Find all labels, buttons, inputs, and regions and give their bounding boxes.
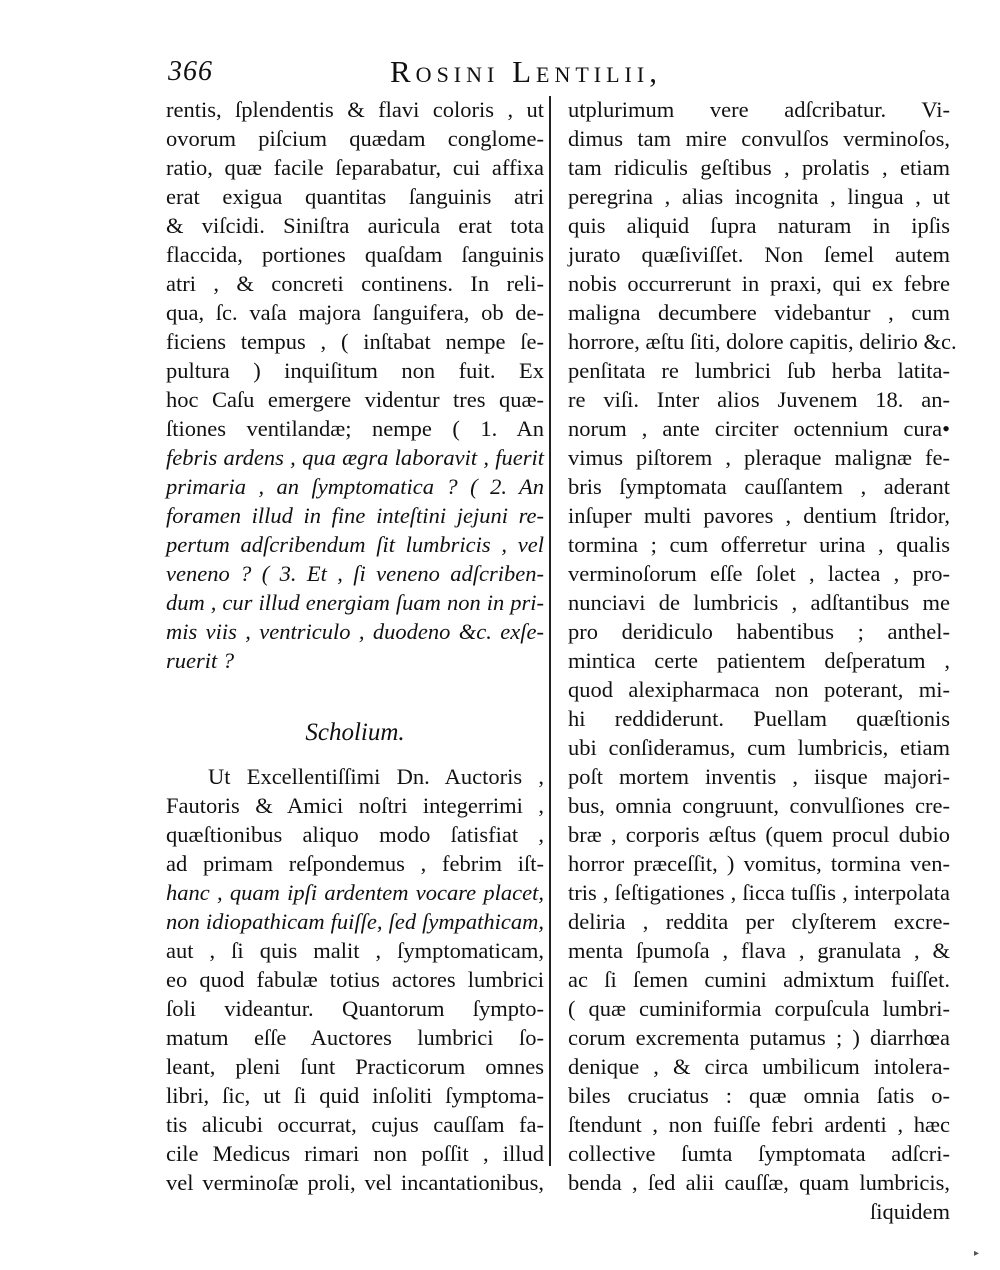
left-column-line: Ut Excellentiſſimi Dn. Auctoris , — [208, 764, 544, 789]
left-column-line: pultura ) inquiſitum non fuit. Ex — [166, 358, 544, 383]
left-column-line: febris ardens , qua ægra laboravit , fuerit — [166, 445, 544, 470]
right-column-line: bus, omnia congruunt, convulſiones cre- — [568, 793, 950, 818]
right-column-line: ubi conſideramus, cum lumbricis, etiam — [568, 735, 950, 760]
left-column-line: veneno ? ( 3. Et , ſi veneno adſcriben- — [166, 561, 544, 586]
left-column-line: flaccida, portiones quaſdam ſanguinis — [166, 242, 544, 267]
left-column-line: Scholium. — [305, 719, 405, 746]
left-column-line: rentis, ſplendentis & flavi coloris , ut — [166, 97, 544, 122]
left-column-line: vel verminoſæ proli, vel incantationibus, — [166, 1170, 544, 1195]
scan-mark: ▸ — [974, 1248, 980, 1259]
left-column-line: & viſcidi. Siniſtra auricula erat tota — [166, 213, 544, 238]
right-column-line: re viſi. Inter alios Juvenem 18. an- — [568, 387, 950, 412]
left-column-line: ſtiones ventilandæ; nempe ( 1. An — [166, 416, 544, 441]
right-column-line: vimus piſtorem , pleraque malignæ fe- — [568, 445, 950, 470]
left-column-line: atri , & concreti continens. In reli- — [166, 271, 544, 296]
right-column-line: ſtendunt , non fuiſſe febri ardenti , hæc — [568, 1112, 950, 1137]
right-column-line: collective ſumta ſymptomata adſcri- — [568, 1141, 950, 1166]
left-column-line: quæſtionibus aliquo modo ſatisfiat , — [166, 822, 544, 847]
right-column-line: bræ , corporis æſtus (quem procul dubio — [568, 822, 950, 847]
left-column-line: matum eſſe Auctores lumbrici ſo- — [166, 1025, 544, 1050]
right-column-line: nunciavi de lumbricis , adſtantibus me — [568, 590, 950, 615]
left-column-line: leant, pleni ſunt Practicorum omnes — [166, 1054, 544, 1079]
right-column-line: biles cruciatus : quæ omnia ſatis o- — [568, 1083, 950, 1108]
left-column-line: pertum adſcribendum ſit lumbricis , vel — [166, 532, 544, 557]
page-number: 366 — [168, 56, 213, 87]
right-column-line: ac ſi ſemen cumini admixtum fuiſſet. — [568, 967, 950, 992]
right-column-line: horror præceſſit, ) vomitus, tormina ven- — [568, 851, 950, 876]
right-column-line: hi reddiderunt. Puellam quæſtionis — [568, 706, 950, 731]
left-column-line: ruerit ? — [166, 648, 235, 673]
left-column-line: libri, ſic, ut ſi quid inſoliti ſymptoma- — [166, 1083, 544, 1108]
left-column-line — [166, 675, 544, 704]
right-column-line: tris , ſeſtigationes , ſicca tuſſis , interpolata — [568, 880, 950, 905]
left-column-line: ovorum piſcium quædam conglome- — [166, 126, 544, 151]
right-column-line: maligna decumbere videbantur , cum — [568, 300, 950, 325]
right-column-line: nobis occurrerunt in praxi, qui ex febre — [568, 271, 950, 296]
left-column-line: ficiens tempus , ( inſtabat nempe ſe- — [166, 329, 544, 354]
left-column-line: eo quod fabulæ totius actores lumbrici — [166, 967, 544, 992]
right-column-line: ſiquidem — [870, 1199, 950, 1224]
left-column-line: mis viis , ventriculo , duodeno &c. exſe- — [166, 619, 544, 644]
left-column-line: ad primam reſpondemus , febrim iſt- — [166, 851, 544, 876]
right-column-line: horrore, æſtu ſiti, dolore capitis, delirio &c. — [568, 329, 957, 354]
left-column-line: primaria , an ſymptomatica ? ( 2. An — [166, 474, 544, 499]
left-column — [166, 95, 544, 1197]
running-head: Rosini Lentilii, — [390, 54, 662, 89]
right-column-line: inſuper multi pavores , dentium ſtridor, — [568, 503, 950, 528]
left-column-line: erat exigua quantitas ſanguinis atri — [166, 184, 544, 209]
left-column-line: non idiopathicam fuiſſe, ſed ſympathicam, — [166, 909, 544, 934]
right-column-line: menta ſpumoſa , flava , granulata , & — [568, 938, 950, 963]
right-column-line: penſitata re lumbrici ſub herba latita- — [568, 358, 950, 383]
right-column-line: tormina ; cum offerretur urina , qualis — [568, 532, 950, 557]
right-column-line: ( quæ cuminiformia corpuſcula lumbri- — [568, 996, 950, 1021]
right-column-line: peregrina , alias incognita , lingua , ut — [568, 184, 950, 209]
right-column-line: norum , ante circiter octennium cura• — [568, 416, 950, 441]
right-column-line: denique , & circa umbilicum intolera- — [568, 1054, 950, 1079]
right-column-line: tam ridiculis geſtibus , prolatis , etiam — [568, 155, 950, 180]
left-column-line: tis alicubi occurrat, cujus cauſſam fa- — [166, 1112, 544, 1137]
right-column-line: quis aliquid ſupra naturam in ipſis — [568, 213, 950, 238]
left-column-line: ſoli videantur. Quantorum ſympto- — [166, 996, 544, 1021]
left-column-line: hanc , quam ipſi ardentem vocare placet, — [166, 880, 544, 905]
right-column-line: utplurimum vere adſcribatur. Vi- — [568, 97, 950, 122]
right-column — [568, 95, 957, 1226]
left-column-line: aut , ſi quis malit , ſymptomaticam, — [166, 938, 544, 963]
right-column-line: deliria , reddita per clyſterem excre- — [568, 909, 950, 934]
right-column-line: verminoſorum eſſe ſolet , lactea , pro- — [568, 561, 950, 586]
left-column-line: qua, ſc. vaſa majora ſanguifera, ob de- — [166, 300, 544, 325]
right-column-line: pro derіdiculo habentibus ; anthel- — [568, 619, 950, 644]
right-column-line: mintica certe patientem deſperatum , — [568, 648, 950, 673]
column-divider — [549, 96, 551, 1166]
right-column-line: quod alexipharmaca non poterant, mi- — [568, 677, 950, 702]
right-column-line: benda , ſed alii cauſſæ, quam lumbricis, — [568, 1170, 950, 1195]
right-column-line: corum excrementa putamus ; ) diarrhœa — [568, 1025, 950, 1050]
right-column-line: dimus tam mire convulſos verminoſos, — [568, 126, 950, 151]
right-column-line: bris ſymptomata cauſſantem , aderant — [568, 474, 950, 499]
right-column-line: jurato quæſiviſſet. Non ſemel autem — [568, 242, 950, 267]
left-column-line: ratio, quæ facile ſeparabatur, cui affixa — [166, 155, 544, 180]
right-column-line: poſt mortem inventis , iisque majori- — [568, 764, 950, 789]
left-column-line: foramen illud in fine inteſtini jejuni re- — [166, 503, 544, 528]
left-column-line: dum , cur illud energiam ſuam non in pri- — [166, 590, 544, 615]
left-column-line: Fautoris & Amici noſtri integerrimi , — [166, 793, 544, 818]
left-column-line: cile Medicus rimari non poſſit , illud — [166, 1141, 544, 1166]
left-column-line: hoc Caſu emergere videntur tres quæ- — [166, 387, 544, 412]
